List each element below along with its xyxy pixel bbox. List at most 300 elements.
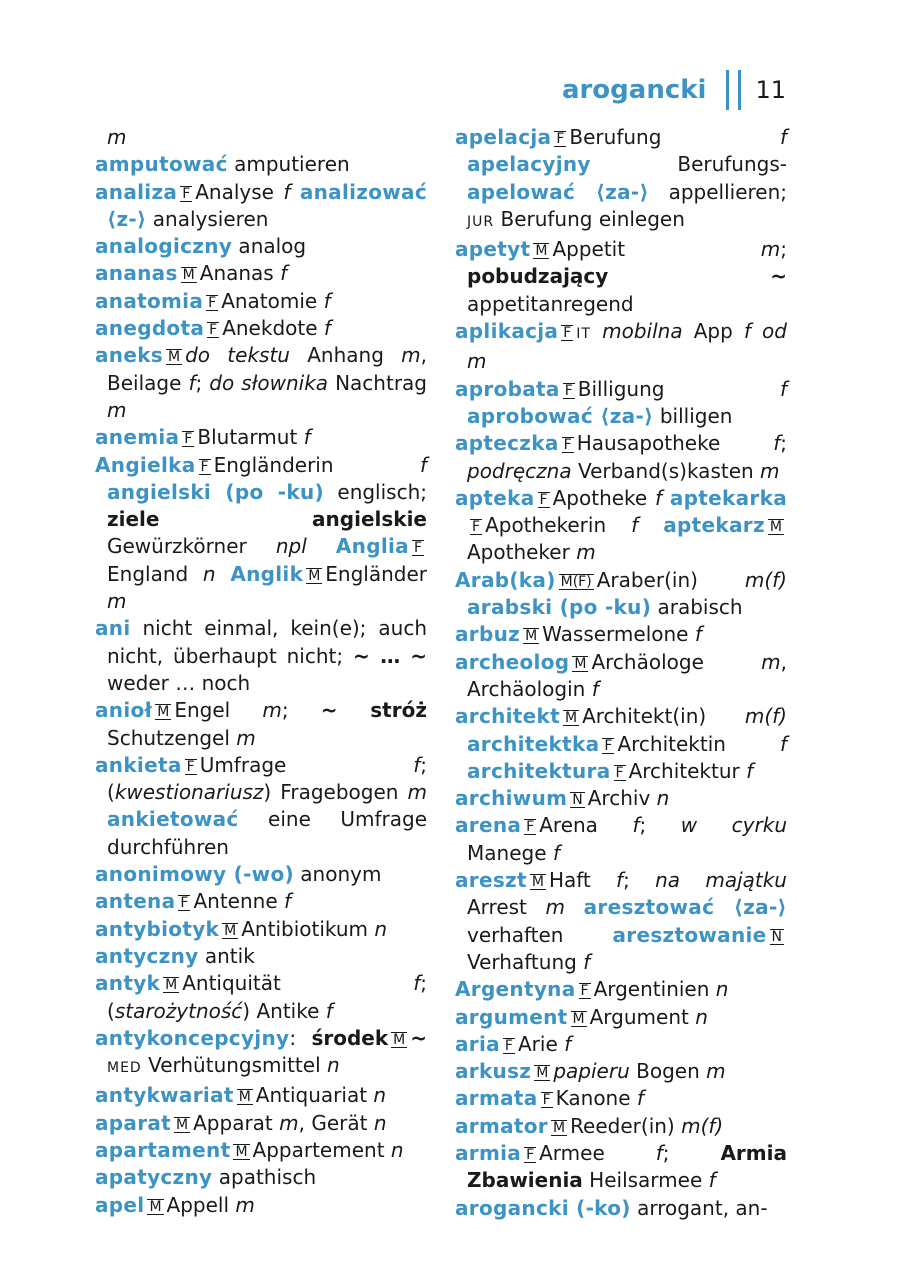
headword: aria: [455, 1031, 500, 1056]
translation-text: Verband(s)kasten: [571, 458, 761, 483]
translation-text: Blutarmut: [197, 425, 304, 450]
italic-label: f: [773, 431, 781, 456]
translation-text: Engländerin: [213, 452, 420, 477]
gender-box: N: [572, 792, 583, 809]
translation-text: Appartement: [252, 1137, 391, 1162]
translation-text: nicht einmal, kein(e); auch nicht, überhaupt nicht;: [107, 616, 427, 668]
headword: architektura: [467, 758, 611, 783]
translation-text: Anekdote: [222, 316, 324, 341]
italic-label: npl: [275, 534, 307, 559]
headword: antykwariat: [95, 1083, 234, 1108]
translation-text: , Beilage: [107, 343, 427, 395]
gender-box: M: [165, 977, 178, 994]
italic-label: kwestionariusz: [114, 780, 264, 805]
italic-label: m: [545, 895, 566, 920]
translation-text: Appetit: [552, 237, 761, 262]
translation-text: Archäologe: [591, 649, 762, 674]
translation-text: Architektur: [628, 758, 747, 783]
translation-text: Engländer: [325, 561, 427, 586]
dictionary-entry: [455, 376, 787, 431]
italic-label: starożytność: [114, 998, 243, 1023]
dictionary-entry: [95, 615, 427, 697]
gender-box: M: [393, 1031, 406, 1048]
translation-text: [307, 534, 336, 558]
translation-text: Heilsarmee: [582, 1168, 709, 1193]
gender-box: F: [180, 895, 189, 912]
gender-box: F: [604, 737, 613, 754]
guide-word: arogancki: [561, 75, 707, 105]
dictionary-entry: [455, 430, 787, 485]
italic-label: m: [279, 1110, 299, 1135]
dictionary-entry: [455, 812, 787, 867]
dictionary-entry: [455, 1004, 787, 1031]
dictionary-entry: [455, 1195, 787, 1222]
headword: aresztowanie: [612, 922, 767, 947]
translation-text: Haft: [548, 868, 617, 893]
headword: apteczka: [455, 431, 559, 456]
dictionary-entry: [455, 703, 787, 785]
gender-box: F: [526, 1146, 535, 1163]
dictionary-entry: [95, 424, 427, 451]
headword: areszt: [455, 868, 527, 893]
translation-text: Apothekerin: [485, 513, 632, 538]
translation-text: ; (: [107, 971, 427, 1023]
headword: analizować ⟨z-⟩: [107, 179, 427, 231]
headword: arbuz: [455, 622, 521, 647]
italic-label: n: [326, 1053, 340, 1078]
translation-text: [565, 895, 584, 919]
gender-box: M: [168, 349, 181, 366]
headword: argument: [455, 1004, 568, 1029]
dictionary-entry: [455, 124, 787, 236]
italic-label: do słownika: [209, 370, 329, 395]
headword: apetyt: [455, 237, 531, 262]
translation-text: , Gerät: [298, 1110, 374, 1135]
italic-label: papieru: [553, 1059, 630, 1084]
bold-phrase: ~ stróż: [320, 698, 427, 723]
translation-text: [662, 486, 670, 510]
italic-label: m: [761, 649, 781, 674]
bold-phrase: ~: [410, 1025, 427, 1050]
gender-box: M: [157, 704, 170, 721]
translation-text: arabisch: [651, 595, 743, 620]
translation-text: Reeder(in): [570, 1113, 682, 1138]
left-column: [95, 124, 427, 1219]
dictionary-entry: [95, 888, 427, 915]
translation-text: apathisch: [212, 1165, 317, 1190]
headword: antykoncepcyjny: [95, 1025, 290, 1050]
headword: Argentyna: [455, 977, 576, 1002]
translation-text: Ananas: [199, 261, 281, 286]
headword: aprobować ⟨za-⟩: [467, 403, 654, 428]
translation-text: analysieren: [146, 206, 269, 231]
headword: anonimowy (-wo): [95, 862, 294, 887]
italic-label: f: [413, 971, 421, 996]
gender-box: F: [539, 491, 548, 508]
italic-label: f: [325, 998, 333, 1023]
headword: apelacyjny: [467, 152, 591, 177]
gender-box: M: [769, 519, 782, 536]
right-column: [455, 124, 787, 1222]
dictionary-entry: [455, 318, 787, 376]
translation-text: ;: [623, 868, 656, 893]
italic-label: f od m: [467, 319, 787, 374]
translation-text: eine Umfrage durchführen: [107, 807, 427, 859]
italic-label: m: [760, 237, 781, 262]
dictionary-entry: [455, 867, 787, 976]
headword: apelacja: [455, 125, 552, 149]
page-number: 11: [755, 76, 786, 104]
italic-label: m(f): [744, 567, 787, 592]
dictionary-entry: [95, 260, 427, 287]
headword: architektka: [467, 731, 600, 756]
headword: aprobata: [455, 376, 560, 401]
italic-label: f: [323, 288, 331, 313]
dictionary-entry: [455, 567, 787, 622]
translation-text: App: [682, 319, 744, 344]
italic-label: f: [694, 622, 702, 647]
translation-text: Arrest: [467, 895, 546, 920]
headword: antyczny: [95, 943, 199, 968]
translation-text: Nachtrag: [328, 370, 427, 395]
headword: arogancki (-ko): [455, 1195, 631, 1220]
italic-label: f: [583, 949, 591, 974]
dictionary-entry: [95, 1192, 427, 1219]
translation-text: Engel: [174, 698, 263, 723]
bold-phrase: pobudzający ~: [467, 264, 787, 289]
gender-box: F: [563, 437, 572, 454]
italic-label: f: [283, 179, 291, 204]
gender-box: N: [771, 928, 782, 945]
italic-label: f: [323, 316, 331, 341]
translation-text: Apotheker: [467, 540, 577, 565]
headword: antybiotyk: [95, 916, 220, 941]
dictionary-entry: [95, 151, 427, 178]
headword: arkusz: [455, 1059, 532, 1084]
dictionary-entry: [455, 785, 787, 812]
headword: aresztować ⟨za-⟩: [583, 895, 787, 920]
translation-text: Berufung: [569, 125, 780, 149]
translation-text: ;: [662, 1140, 721, 1165]
italic-label: f: [636, 1086, 644, 1111]
gender-box: M: [531, 874, 544, 891]
translation-text: Manege: [467, 840, 553, 865]
gender-box: M: [238, 1089, 251, 1106]
dictionary-entry: [95, 861, 427, 888]
headword: antyk: [95, 971, 161, 996]
gender-box: M: [176, 1116, 189, 1133]
translation-text: ;: [780, 237, 787, 262]
header-divider: [726, 70, 741, 110]
headword: archiwum: [455, 786, 568, 811]
gender-box: M: [552, 1119, 566, 1136]
italic-label: m(f): [744, 704, 787, 729]
italic-label: f: [631, 513, 639, 538]
translation-text: antik: [198, 943, 255, 968]
headword: apartament: [95, 1137, 231, 1162]
italic-label: f: [655, 485, 663, 510]
dictionary-entry: [95, 752, 427, 861]
dictionary-entry: [95, 1025, 427, 1083]
bold-phrase: środek: [311, 1025, 389, 1050]
italic-label: m: [262, 698, 282, 723]
bold-phrase: ~ …: [353, 643, 401, 668]
gender-box: M: [235, 1143, 248, 1160]
gender-box: M(F): [560, 573, 592, 590]
translation-text: ;: [780, 431, 787, 456]
translation-text: amputieren: [227, 152, 350, 177]
translation-text: anonym: [293, 862, 382, 887]
translation-text: [591, 319, 602, 343]
italic-label: f: [552, 840, 560, 865]
translation-text: weder … noch: [107, 670, 251, 695]
translation-text: Schutzengel: [107, 725, 237, 750]
bold-phrase: ziele angielskie: [107, 507, 427, 532]
translation-text: Analyse: [195, 179, 284, 204]
translation-text: Billigung: [577, 376, 780, 401]
headword: aptekarz: [663, 513, 765, 538]
italic-label: f: [303, 425, 311, 450]
dictionary-entry: [95, 288, 427, 315]
translation-text: Verhütungsmittel: [141, 1053, 327, 1078]
translation-text: ) Fragebogen: [263, 780, 408, 805]
italic-label: f: [280, 261, 288, 286]
italic-label: podręczna: [467, 458, 572, 483]
translation-text: Anhang: [289, 343, 402, 368]
headword: anioł: [95, 698, 153, 723]
headword: ankieta: [95, 752, 182, 777]
italic-label: f: [564, 1031, 572, 1056]
italic-label: m: [706, 1059, 726, 1084]
italic-label: m(f): [681, 1113, 724, 1138]
headword: Angielka: [95, 452, 196, 477]
headword: armator: [455, 1113, 548, 1138]
translation-text: Arie: [517, 1031, 565, 1056]
gender-box: F: [526, 819, 535, 836]
headword: ankietować: [107, 807, 239, 832]
translation-text: appellieren;: [648, 179, 787, 204]
translation-text: arrogant, an-: [630, 1195, 768, 1220]
headword: apteka: [455, 485, 535, 510]
dictionary-entry: [455, 1113, 787, 1140]
gender-box: F: [182, 185, 191, 202]
headword: Anglik: [230, 561, 304, 586]
gender-box: M: [536, 1065, 549, 1082]
gender-box: M: [574, 655, 587, 672]
italic-label: m: [107, 397, 127, 422]
dictionary-entry: [455, 621, 787, 648]
italic-label: m: [576, 540, 596, 565]
gender-box: M: [572, 1010, 585, 1027]
italic-label: f: [413, 752, 421, 777]
dictionary-entry: [95, 943, 427, 970]
italic-label: f: [655, 1140, 663, 1165]
translation-text: [290, 180, 299, 204]
italic-label: f: [284, 889, 292, 914]
translation-text: analog: [232, 234, 307, 259]
gender-box: F: [413, 540, 422, 557]
translation-text: :: [289, 1025, 312, 1050]
subject-label: JUR: [467, 213, 495, 230]
dictionary-entry: [455, 976, 787, 1003]
dictionary-entry: [455, 1058, 787, 1085]
headword: armata: [455, 1086, 538, 1111]
headword: architekt: [455, 704, 560, 729]
translation-text: ;: [281, 698, 321, 723]
dictionary-entry: [455, 1031, 787, 1058]
translation-text: Arena: [539, 813, 633, 838]
translation-text: Bogen: [629, 1059, 707, 1084]
translation-text: Kanone: [555, 1086, 637, 1111]
dictionary-entry: [455, 1140, 787, 1195]
dictionary-entry: [95, 1137, 427, 1164]
translation-text: ; (: [107, 752, 427, 805]
italic-label: f: [708, 1168, 716, 1193]
translation-text: englisch;: [323, 479, 428, 504]
italic-label: f: [616, 868, 624, 893]
dictionary-entry: [95, 233, 427, 260]
translation-text: Antibiotikum: [241, 916, 375, 941]
dictionary-entry: [95, 697, 427, 752]
dictionary-entry: [95, 179, 427, 234]
headword: aneks: [95, 343, 164, 368]
headword: amputować: [95, 152, 228, 177]
translation-text: Armee: [539, 1140, 656, 1165]
headword: anatomia: [95, 288, 204, 313]
gender-box: M: [224, 922, 237, 939]
italic-label: na majątku: [655, 868, 787, 893]
italic-label: f: [779, 376, 787, 401]
translation-text: Antiquariat: [255, 1083, 374, 1108]
gender-box: F: [200, 458, 209, 475]
headword: aplikacja: [455, 319, 559, 344]
italic-label: f: [779, 731, 787, 756]
translation-text: ) Antike: [242, 998, 326, 1023]
gender-box: F: [542, 1092, 551, 1109]
italic-label: n: [715, 977, 729, 1002]
gender-box: M: [149, 1198, 162, 1215]
gender-box: M: [308, 567, 321, 584]
headword: analiza: [95, 179, 178, 204]
page-header: [562, 68, 786, 112]
gender-box: F: [184, 431, 193, 448]
headword: Anglia: [335, 534, 409, 559]
translation-text: Architektin: [617, 731, 780, 756]
dictionary-entry: [95, 452, 427, 616]
bold-phrase: Armia Zbawienia: [467, 1140, 787, 1193]
italic-label: w cyrku: [680, 813, 787, 838]
dictionary-entry: [95, 916, 427, 943]
headword: analogiczny: [95, 234, 233, 259]
translation-text: Argentinien: [593, 977, 716, 1002]
headword: anemia: [95, 425, 180, 450]
dictionary-entry: [455, 649, 787, 704]
gender-box: M: [535, 243, 548, 260]
translation-text: Umfrage: [199, 752, 414, 777]
translation-text: Antenne: [193, 889, 284, 914]
gender-box: F: [580, 983, 589, 1000]
headword: ananas: [95, 261, 178, 286]
headword: apatyczny: [95, 1165, 213, 1190]
subject-label: IT: [576, 326, 591, 343]
translation-text: Apparat: [193, 1110, 280, 1135]
italic-label: f: [746, 758, 754, 783]
gender-box: F: [186, 758, 195, 775]
headword: ani: [95, 616, 131, 641]
translation-text: Argument: [589, 1004, 696, 1029]
italic-label: m: [107, 125, 127, 149]
dictionary-entry: [95, 342, 427, 424]
gender-box: F: [563, 325, 572, 342]
subject-label: MED: [107, 1060, 142, 1077]
translation-text: Anatomie: [221, 288, 324, 313]
italic-label: m: [401, 343, 421, 368]
headword: apelować ⟨za-⟩: [467, 179, 649, 204]
translation-text: Wassermelone: [542, 622, 695, 647]
gender-box: F: [209, 322, 218, 339]
translation-text: Araber(in): [596, 567, 745, 592]
translation-text: England: [107, 561, 203, 586]
translation-text: Archiv: [587, 786, 657, 811]
headword: anegdota: [95, 316, 205, 341]
italic-label: do tekstu: [185, 343, 290, 368]
dictionary-entry: [95, 315, 427, 342]
translation-text: verhaften: [467, 922, 613, 947]
italic-label: f: [779, 125, 787, 149]
translation-text: Architekt(in): [582, 704, 745, 729]
italic-label: n: [373, 1083, 387, 1108]
italic-label: m: [760, 458, 780, 483]
italic-label: n: [374, 916, 388, 941]
headword: armia: [455, 1140, 522, 1165]
translation-text: billigen: [653, 403, 733, 428]
dictionary-entry: [95, 1110, 427, 1137]
translation-text: ;: [195, 370, 210, 395]
italic-label: f: [632, 813, 640, 838]
gender-box: M: [182, 267, 195, 284]
translation-text: Verhaftung: [467, 949, 584, 974]
translation-text: [216, 562, 231, 586]
italic-label: n: [202, 561, 216, 586]
italic-label: n: [695, 1004, 708, 1029]
headword: arena: [455, 813, 522, 838]
gender-box: M: [525, 628, 538, 645]
italic-label: n: [656, 786, 670, 811]
translation-text: Berufung einlegen: [494, 206, 685, 231]
translation-text: [400, 644, 410, 668]
italic-label: n: [390, 1137, 404, 1162]
translation-text: [638, 513, 663, 537]
translation-text: Appell: [166, 1192, 236, 1217]
dictionary-entry: [455, 485, 787, 567]
gender-box: F: [564, 382, 573, 399]
dictionary-entry: [95, 124, 427, 151]
gender-box: F: [472, 519, 481, 536]
italic-label: mobilna: [602, 319, 683, 344]
dictionary-entry: [95, 970, 427, 1025]
bold-phrase: ~: [410, 643, 427, 668]
translation-text: ;: [639, 813, 681, 838]
italic-label: m: [407, 780, 427, 805]
dictionary-entry: [455, 1085, 787, 1112]
italic-label: f: [591, 676, 599, 701]
italic-label: f: [188, 370, 196, 395]
italic-label: n: [373, 1110, 387, 1135]
headword: antena: [95, 889, 176, 914]
gender-box: F: [615, 764, 624, 781]
italic-label: m: [236, 725, 256, 750]
headword: arabski (po -ku): [467, 595, 652, 620]
